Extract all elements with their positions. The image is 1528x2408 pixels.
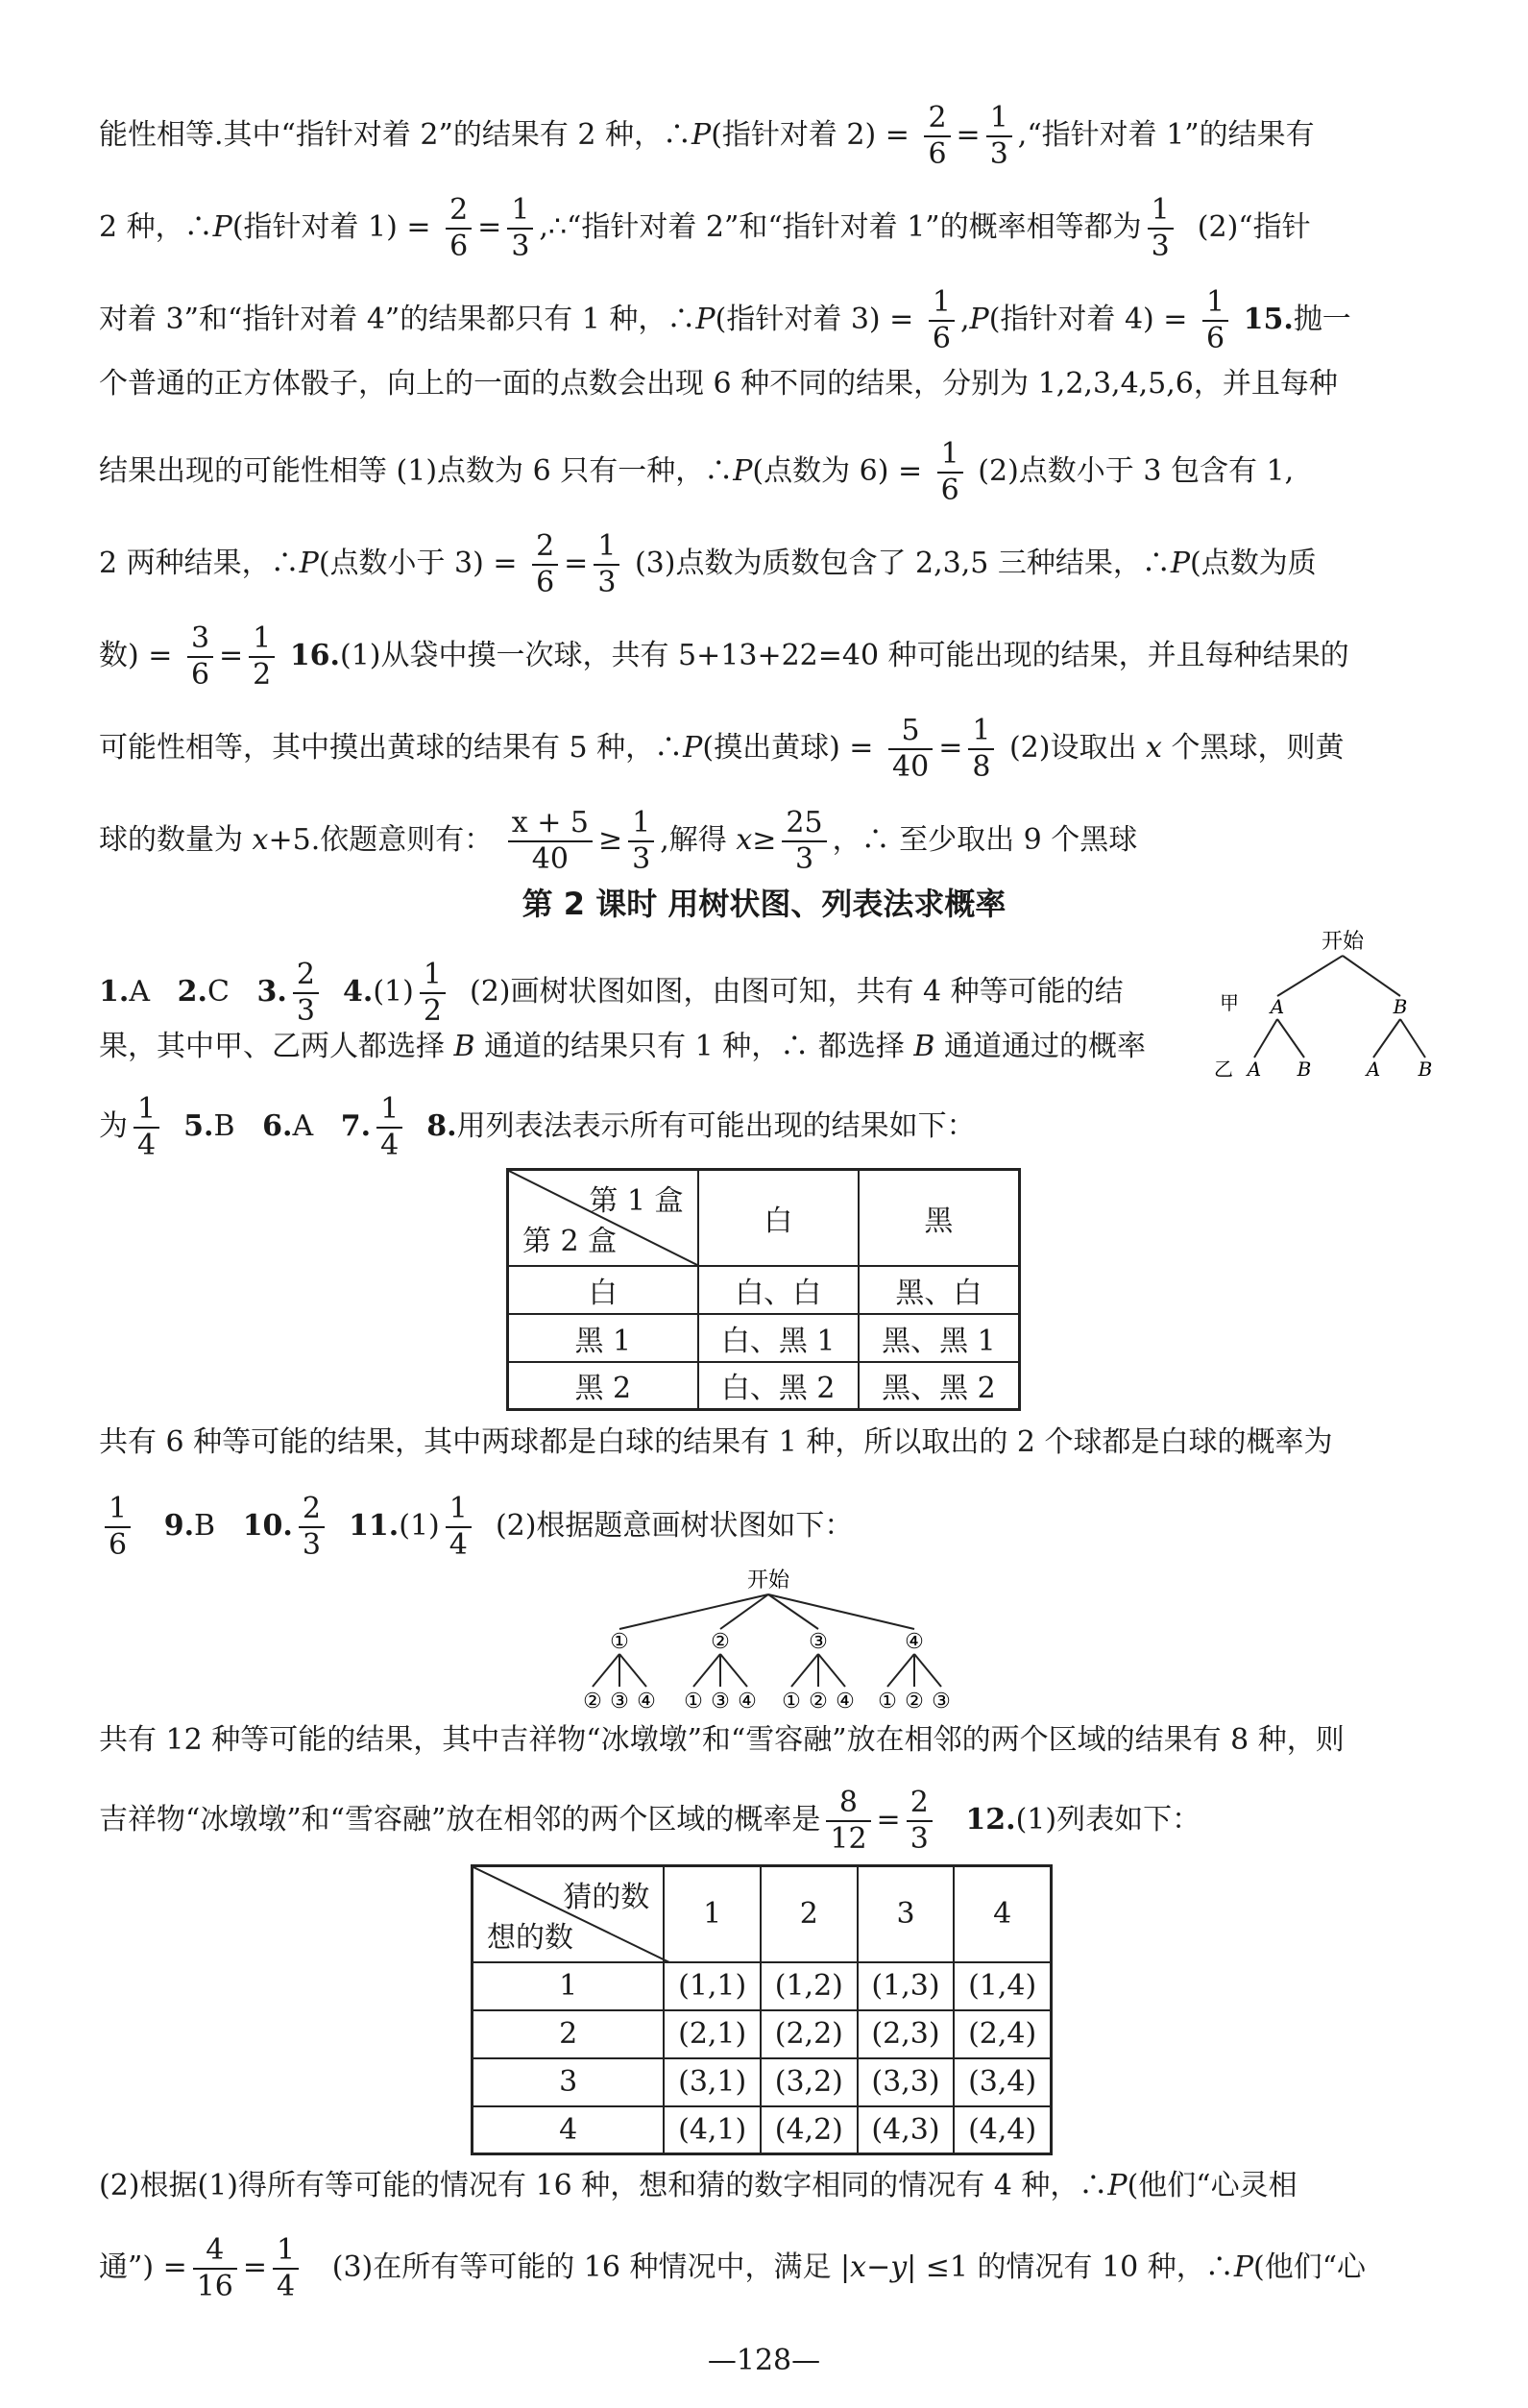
tree-leaf: B — [1297, 1058, 1312, 1081]
fraction: $\frac{1}{3}$ — [986, 104, 1012, 169]
tree-leaf: ② — [809, 1690, 828, 1714]
table-corner-cell: 猜的数 想的数 — [473, 1866, 665, 1962]
text-line: 对着 3”和“指针对着 4”的结果都只有 1 种，∴P(指针对着 3) = $\frac{1}{6}$ ,P(指针对着 4) = $\frac{1}{6}$ 15.抛一 — [99, 285, 1351, 355]
text-line: 果，其中甲、乙两人都选择 B 通道的结果只有 1 种，∴ 都选择 B 通道通过的概率 — [99, 1030, 1146, 1063]
text-line: $\frac{1}{6}$ 9.B 10. $\frac{2}{3}$ 11.(1) $\frac{1}{4}$ (2)根据题意画树状图如下： — [99, 1495, 853, 1560]
table-header: 黑 — [859, 1170, 1020, 1266]
text-line: 2 种，∴P(指针对着 1) = $\frac{2}{6}$ = $\frac{1}{3}$ ,∴“指针对着 2”和“指针对着 1”的概率相等都为 $\frac{1}{3}$ (2)“指针 — [99, 193, 1311, 263]
table-row: 4 (4,1) (4,2) (4,3) (4,4) — [473, 2106, 1052, 2154]
table-header: 3 — [858, 1866, 955, 1962]
tree-node: ④ — [905, 1630, 924, 1654]
table-header: 白 — [698, 1170, 859, 1266]
text-line: 2 两种结果，∴P(点数小于 3) = $\frac{2}{6}$ = $\frac{1}{3}$ (3)点数为质数包含了 2,3,5 三种结果，∴P(点数为质 — [99, 529, 1317, 599]
results-table-1 — [506, 1168, 1021, 1411]
text-line: 个普通的正方体骰子，向上的一面的点数会出现 6 种不同的结果，分别为 1,2,3,4,5,6，并且每种 — [99, 367, 1338, 401]
tree-leaf: ③ — [711, 1690, 730, 1714]
text-line: 球的数量为 x+5.依题意则有： $\frac{x + 5}{40}$ ≥ $\frac{1}{3}$ ,解得 x≥ $\frac{25}{3}$ ，∴ 至少取出 9 个黑球 — [99, 806, 1138, 876]
tree-leaf: ③ — [610, 1690, 629, 1714]
tree-node: B — [1393, 995, 1408, 1018]
text-line: (2)根据(1)得所有等可能的情况有 16 种，想和猜的数字相同的情况有 4 种，∴P(他们“心灵相 — [99, 2169, 1298, 2202]
text-line: 共有 12 种等可能的结果，其中吉祥物“冰墩墩”和“雪容融”放在相邻的两个区域的结果有 8 种，则 — [99, 1723, 1345, 1757]
tree-leaf: B — [1418, 1058, 1433, 1081]
table-corner-cell: 第 1 盒 第 2 盒 — [508, 1170, 698, 1266]
table-header: 2 — [761, 1866, 858, 1962]
text-line: 共有 6 种等可能的结果，其中两球都是白球的结果有 1 种，所以取出的 2 个球都是白球的概率为 — [99, 1425, 1333, 1459]
results-table-2 — [471, 1864, 1053, 2155]
text-line: 吉祥物“冰墩墩”和“雪容融”放在相邻的两个区域的概率是 $\frac{8}{12}$ = $\frac{2}{3}$ 12.(1)列表如下： — [99, 1786, 1201, 1856]
section-heading: 第 2 课时 用树状图、列表法求概率 — [521, 886, 1007, 922]
table-row: 黑 2 白、黑 2 黑、黑 2 — [508, 1362, 1020, 1410]
tree-leaf: ② — [905, 1690, 924, 1714]
table-row: 3 (3,1) (3,2) (3,3) (3,4) — [473, 2058, 1052, 2106]
table-header: 4 — [954, 1866, 1051, 1962]
table-row: 1 (1,1) (1,2) (1,3) (1,4) — [473, 1962, 1052, 2010]
text-line: 1.A 2.C 3. $\frac{2}{3}$ 4.(1) $\frac{1}{2}$ (2)画树状图如图，由图可知，共有 4 种等可能的结 — [99, 958, 1124, 1028]
page-number: —128— — [707, 2344, 821, 2377]
tree-node: ③ — [809, 1630, 828, 1654]
tree-leaf: ④ — [637, 1690, 656, 1714]
tree-node: ② — [711, 1630, 730, 1654]
tree-leaf: ③ — [932, 1690, 951, 1714]
tree-root: 开始 — [746, 1569, 790, 1593]
tree-leaf: ① — [782, 1690, 801, 1714]
tree-row-label: 甲 — [1220, 991, 1239, 1014]
tree-leaf: A — [1247, 1058, 1262, 1081]
text-line: 通”) = $\frac{4}{16}$ = $\frac{1}{4}$ (3)在所有等可能的 16 种情况中，满足 |x−y| ≤1 的情况有 10 种，∴P(他们“心 — [99, 2233, 1367, 2303]
text-line: 可能性相等，其中摸出黄球的结果有 5 种，∴P(摸出黄球) = $\frac{5}{40}$ = $\frac{1}{8}$ (2)设取出 x 个黑球，则黄 — [99, 714, 1345, 784]
tree-row-label: 乙 — [1214, 1058, 1233, 1081]
tree-leaf: ① — [878, 1690, 897, 1714]
tree-node: ① — [610, 1630, 629, 1654]
text-line: 结果出现的可能性相等 (1)点数为 6 只有一种，∴P(点数为 6) = $\frac{1}{6}$ (2)点数小于 3 包含有 1, — [99, 437, 1295, 507]
table-row: 2 (2,1) (2,2) (2,3) (2,4) — [473, 2010, 1052, 2058]
text-line: 为 $\frac{1}{4}$ 5.B 6.A 7. $\frac{1}{4}$ 8.用列表法表示所有可能出现的结果如下： — [99, 1092, 976, 1162]
fraction: $\frac{2}{6}$ — [924, 104, 950, 169]
tree-diagram-2 — [567, 1564, 970, 1717]
tree-root: 开始 — [1321, 930, 1365, 954]
table-row: 白 白、白 黑、白 — [508, 1266, 1020, 1314]
table-header: 1 — [664, 1866, 761, 1962]
tree-leaf: ① — [684, 1690, 703, 1714]
tree-diagram-1 — [1201, 927, 1460, 1081]
tree-leaf: A — [1366, 1058, 1381, 1081]
text-line: 数) = $\frac{3}{6}$ = $\frac{1}{2}$ 16.(1)从袋中摸一次球，共有 5+13+22=40 种可能出现的结果，并且每种结果的 — [99, 621, 1349, 692]
tree-leaf: ④ — [836, 1690, 855, 1714]
text-line: 能性相等.其中“指针对着 2”的结果有 2 种，∴P(指针对着 2) = $\frac{2}{6}$ = $\frac{1}{3}$ ,“指针对着 1”的结果有 — [99, 101, 1315, 171]
tree-leaf: ② — [583, 1690, 602, 1714]
tree-leaf: ④ — [738, 1690, 757, 1714]
tree-node: A — [1270, 995, 1285, 1018]
table-row: 黑 1 白、黑 1 黑、黑 1 — [508, 1314, 1020, 1362]
